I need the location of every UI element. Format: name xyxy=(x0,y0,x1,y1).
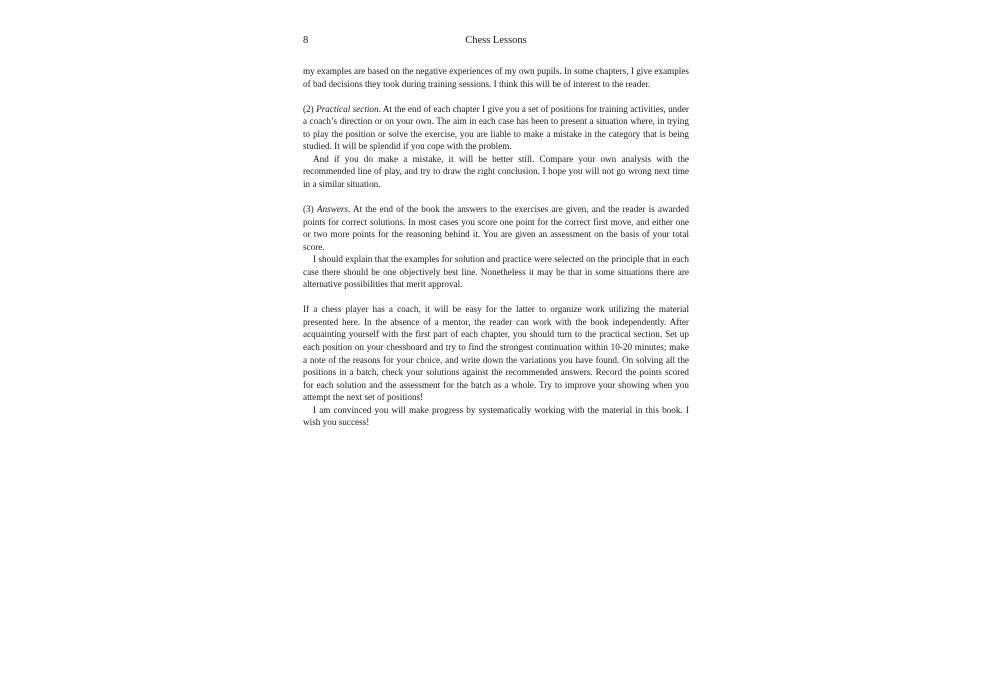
item-number: (3) xyxy=(303,204,317,215)
section-term: Answers xyxy=(316,204,349,215)
paragraph-selection-principle xyxy=(303,253,689,291)
body-text xyxy=(303,65,689,429)
paragraph-closing xyxy=(303,404,689,429)
section-term: Practical section xyxy=(316,103,379,114)
paragraph-text: my examples are based on the negative experiences of my own pupils. In some chapters, I give examples of bad decisions they took during training sessions. I think this will be of interest to the reader. xyxy=(303,66,690,89)
paragraph-text: And if you do make a mistake, it will be better still. Compare your own analysis with the recommended line of play, and try to draw the right conclusion. I hope you will not go wrong next time in a similar situation. xyxy=(303,153,689,189)
running-header xyxy=(303,34,689,48)
paragraph-text: . At the end of each chapter I give you a set of positions for training activities, under a coach’s direction or on your own. The aim in each case has been to present a situation where, in trying to play the position or solve the exercise, you are liable to make a mistake in the category that is being studied. It will be splendid if you cope with the problem. xyxy=(303,103,689,152)
book-page xyxy=(303,34,689,429)
item-number: (2) xyxy=(303,103,317,114)
paragraph-text: If a chess player has a coach, it will be easy for the latter to organize work utilizing the material presented here. In the absence of a mentor, the reader can work with the book independently. After acquainting yourself with the first part of each chapter, you should turn to the practical section. Set up each position on your chessboard and try to find the strongest continuation within 10-20 minutes; make a note of the reasons for your choice, and write down the variations you have found. On solving all the positions in a batch, check your solutions against the recommended answers. Record the points scored for each solution and the assessment for the batch as a whole. Try to improve your showing when you attempt the next set of positions! xyxy=(303,304,689,403)
paragraph-text: . At the end of the book the answers to the exercises are given, and the reader is awarded points for correct solutions. In most cases you score one point for the correct first move, and either one or two more points for the reasoning behind it. You are given an assessment on the basis of your total score. xyxy=(303,204,689,252)
book-title: Chess Lessons xyxy=(465,35,527,46)
paragraph-intro-continuation xyxy=(303,65,689,90)
paragraph-how-to-use xyxy=(303,303,689,403)
paragraph-practical-section xyxy=(303,103,689,153)
paragraph-answers xyxy=(303,203,689,253)
paragraph-text: I am convinced you will make progress by systematically working with the material in this book. I wish you success! xyxy=(303,404,689,428)
paragraph-mistake xyxy=(303,153,689,191)
page-number: 8 xyxy=(303,35,309,46)
paragraph-text: I should explain that the examples for solution and practice were selected on the principle that in each case there should be one objectively best line. Nonetheless it may be that in some situations there are alternative possibilities that merit approval. xyxy=(303,254,689,290)
